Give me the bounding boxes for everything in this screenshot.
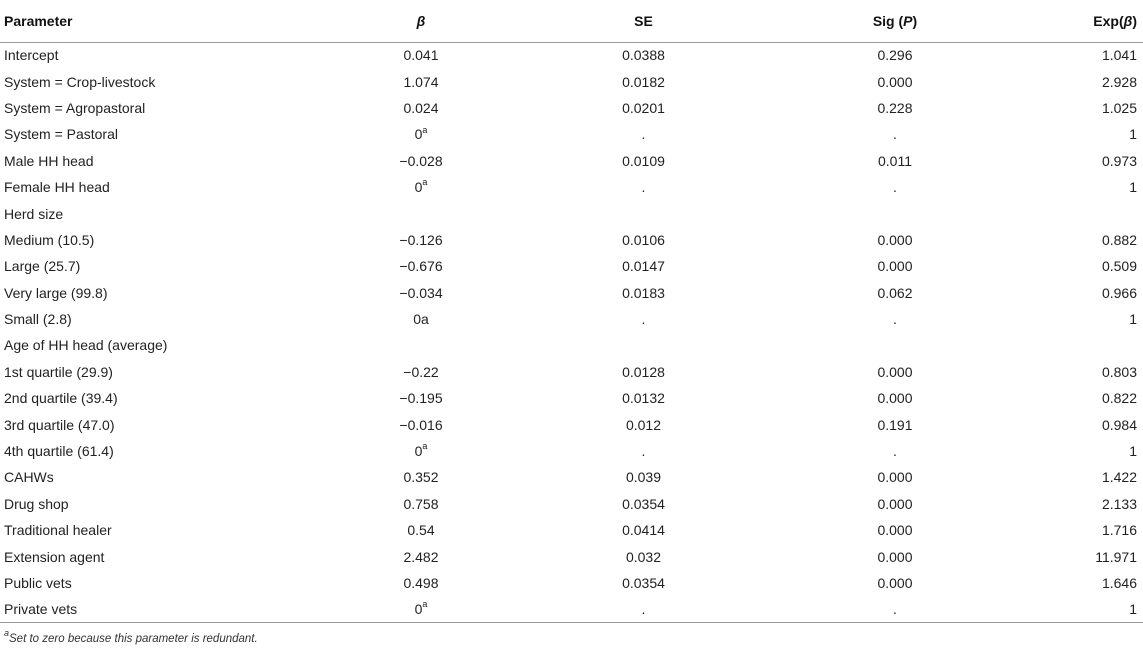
table-row [0, 280, 1143, 306]
cell-parameter: 1st quartile (29.9) [4, 363, 113, 380]
superscript-marker: a [422, 124, 428, 135]
cell-exp-beta: 1.646 [1101, 575, 1137, 591]
table-row [0, 543, 1143, 569]
table-row [0, 385, 1143, 411]
cell-sig: 0.000 [877, 495, 913, 512]
cell-se: . [641, 311, 646, 328]
cell-se: 0.0147 [622, 258, 665, 275]
table-row [0, 570, 1143, 596]
cell-parameter: Intercept [4, 47, 59, 64]
cell-sig: . [893, 126, 897, 143]
cell-beta: 0.498 [403, 575, 439, 591]
cell-se [512, 332, 775, 358]
cell-se: 0.0182 [622, 73, 665, 90]
header-sig: Sig (P) [775, 0, 1015, 42]
cell-beta: 0$^a$ [414, 177, 428, 196]
cell-parameter: Age of HH head (average) [4, 337, 168, 354]
cell-sig: 0.000 [877, 522, 913, 539]
cell-sig: 0.228 [877, 99, 913, 116]
cell-beta: 0.54 [407, 522, 435, 539]
table-row [0, 596, 1143, 622]
cell-parameter: Large (25.7) [4, 258, 81, 275]
cell-exp-beta: 2.133 [1101, 495, 1137, 512]
cell-parameter: Extension agent [4, 548, 105, 565]
table-footnote [0, 628, 1143, 646]
cell-sig: 0.191 [877, 416, 913, 433]
cell-parameter: Female HH head [4, 179, 110, 196]
table-row [0, 438, 1143, 464]
cell-sig: . [893, 179, 897, 196]
table-row [0, 95, 1143, 121]
cell-sig [775, 332, 1015, 358]
cell-beta: −0.676 [399, 258, 443, 275]
cell-sig: 0.000 [877, 548, 913, 565]
table-row [0, 332, 1143, 358]
cell-beta: −0.028 [399, 152, 443, 169]
cell-se: 0.0414 [622, 522, 665, 539]
superscript-marker: a [422, 599, 428, 610]
cell-se: 0.0183 [622, 284, 665, 301]
header-se: SE [512, 0, 775, 42]
cell-beta: 0$^a$ [414, 124, 428, 143]
cell-sig: 0.000 [877, 363, 913, 380]
cell-exp-beta: 0.984 [1101, 416, 1137, 433]
cell-se: . [512, 596, 775, 622]
cell-sig: 0.000 [877, 575, 913, 591]
header-exp-beta: Exp(β) [1015, 0, 1143, 42]
cell-exp-beta: 0.966 [1101, 284, 1137, 301]
cell-se: 0.0388 [622, 47, 665, 64]
cell-parameter: System = Agropastoral [4, 99, 146, 116]
cell-sig: 0.000 [877, 469, 913, 486]
table-row [0, 359, 1143, 385]
cell-beta: 0$^a$ [330, 596, 512, 622]
cell-sig: 0.000 [877, 231, 913, 248]
cell-parameter: CAHWs [4, 469, 54, 486]
table-row [0, 464, 1143, 490]
cell-beta: −0.016 [399, 416, 443, 433]
superscript-marker: a [422, 441, 428, 452]
table-row [0, 174, 1143, 200]
cell-se: 0.032 [625, 548, 662, 565]
table-row [0, 227, 1143, 253]
cell-parameter: System = Pastoral [4, 126, 118, 143]
cell-beta: 0$^a$ [414, 441, 428, 460]
cell-sig: . [893, 443, 897, 460]
header-beta-symbol: β [416, 12, 426, 29]
cell-se: 0.0132 [622, 390, 665, 407]
footnote-marker: a [4, 628, 10, 639]
cell-beta: −0.22 [403, 363, 439, 380]
cell-sig: 0.296 [877, 47, 913, 64]
table-row [0, 121, 1143, 147]
header-parameter: Parameter [0, 0, 330, 42]
cell-beta: 0.041 [403, 47, 439, 64]
cell-exp-beta [1015, 200, 1143, 226]
cell-exp-beta: 0.822 [1101, 390, 1137, 407]
cell-exp-beta: 2.928 [1101, 73, 1137, 90]
cell-parameter: 2nd quartile (39.4) [4, 390, 118, 407]
superscript-marker: a [422, 177, 428, 188]
cell-beta: 0a [413, 311, 429, 328]
cell-sig: 0.000 [877, 73, 913, 90]
cell-beta: −0.126 [399, 231, 443, 248]
cell-exp-beta: 1 [1129, 443, 1137, 460]
cell-se: 0.0201 [622, 99, 665, 116]
cell-exp-beta: 1.025 [1101, 99, 1137, 116]
cell-parameter: Small (2.8) [4, 311, 72, 328]
cell-beta: 0.758 [403, 495, 439, 512]
table-row [0, 306, 1143, 332]
cell-parameter: System = Crop-livestock [4, 73, 156, 90]
cell-se: 0.0354 [622, 575, 665, 591]
cell-parameter: Medium (10.5) [4, 231, 95, 248]
cell-parameter: Very large (99.8) [4, 284, 108, 301]
cell-parameter: Public vets [4, 575, 72, 591]
cell-beta: 0.024 [403, 99, 439, 116]
cell-beta: 2.482 [403, 548, 439, 565]
cell-parameter: Male HH head [4, 152, 94, 169]
header-beta [330, 0, 512, 42]
cell-parameter: 4th quartile (61.4) [4, 443, 114, 460]
cell-exp-beta: 0.973 [1101, 152, 1137, 169]
cell-exp-beta: 0.509 [1101, 258, 1137, 275]
cell-parameter: Private vets [0, 596, 330, 622]
table-row [0, 148, 1143, 174]
table-header-row [0, 0, 1143, 42]
table-row [0, 42, 1143, 68]
cell-se [512, 200, 775, 226]
cell-exp-beta: 1 [1015, 596, 1143, 622]
table-row [0, 517, 1143, 543]
cell-exp-beta: 0.882 [1101, 231, 1137, 248]
cell-se: 0.0109 [622, 152, 665, 169]
cell-beta [330, 200, 512, 226]
cell-se: 0.0128 [622, 363, 665, 380]
cell-sig: . [775, 596, 1015, 622]
cell-exp-beta: 1.716 [1101, 522, 1137, 539]
table-row [0, 491, 1143, 517]
cell-sig: 0.000 [877, 390, 913, 407]
table-body [0, 42, 1143, 623]
cell-sig: 0.011 [878, 152, 912, 169]
cell-beta: 1.074 [403, 73, 439, 90]
cell-exp-beta: 0.803 [1101, 363, 1137, 380]
table-row [0, 200, 1143, 226]
cell-sig: 0.062 [877, 284, 913, 301]
cell-exp-beta: 1 [1129, 311, 1137, 328]
cell-beta: −0.195 [399, 390, 443, 407]
cell-parameter: Herd size [4, 205, 64, 222]
table-row [0, 68, 1143, 94]
cell-sig [775, 200, 1015, 226]
cell-beta: 0.352 [403, 469, 439, 486]
cell-exp-beta: 1 [1129, 179, 1137, 196]
cell-se: 0.0106 [622, 231, 665, 248]
cell-se: 0.0354 [622, 495, 665, 512]
cell-sig: . [893, 311, 897, 328]
footnote-text: Set to zero because this parameter is redundant. [9, 633, 258, 646]
cell-exp-beta: 1.422 [1101, 469, 1137, 486]
cell-parameter: 3rd quartile (47.0) [4, 416, 115, 433]
table-row [0, 253, 1143, 279]
cell-se: . [641, 126, 646, 143]
cell-exp-beta: 1 [1129, 126, 1137, 143]
cell-beta [330, 332, 512, 358]
cell-exp-beta: 1.041 [1101, 47, 1137, 64]
cell-se: . [641, 443, 646, 460]
cell-se: 0.039 [625, 469, 662, 486]
cell-se: 0.012 [625, 416, 662, 433]
cell-parameter: Traditional healer [4, 522, 112, 539]
cell-exp-beta [1015, 332, 1143, 358]
cell-se: . [641, 179, 646, 196]
cell-exp-beta: 11.971 [1095, 548, 1137, 565]
cell-parameter: Drug shop [4, 495, 69, 512]
cell-beta: −0.034 [399, 284, 443, 301]
cell-sig: 0.000 [877, 258, 913, 275]
table-row [0, 411, 1143, 437]
